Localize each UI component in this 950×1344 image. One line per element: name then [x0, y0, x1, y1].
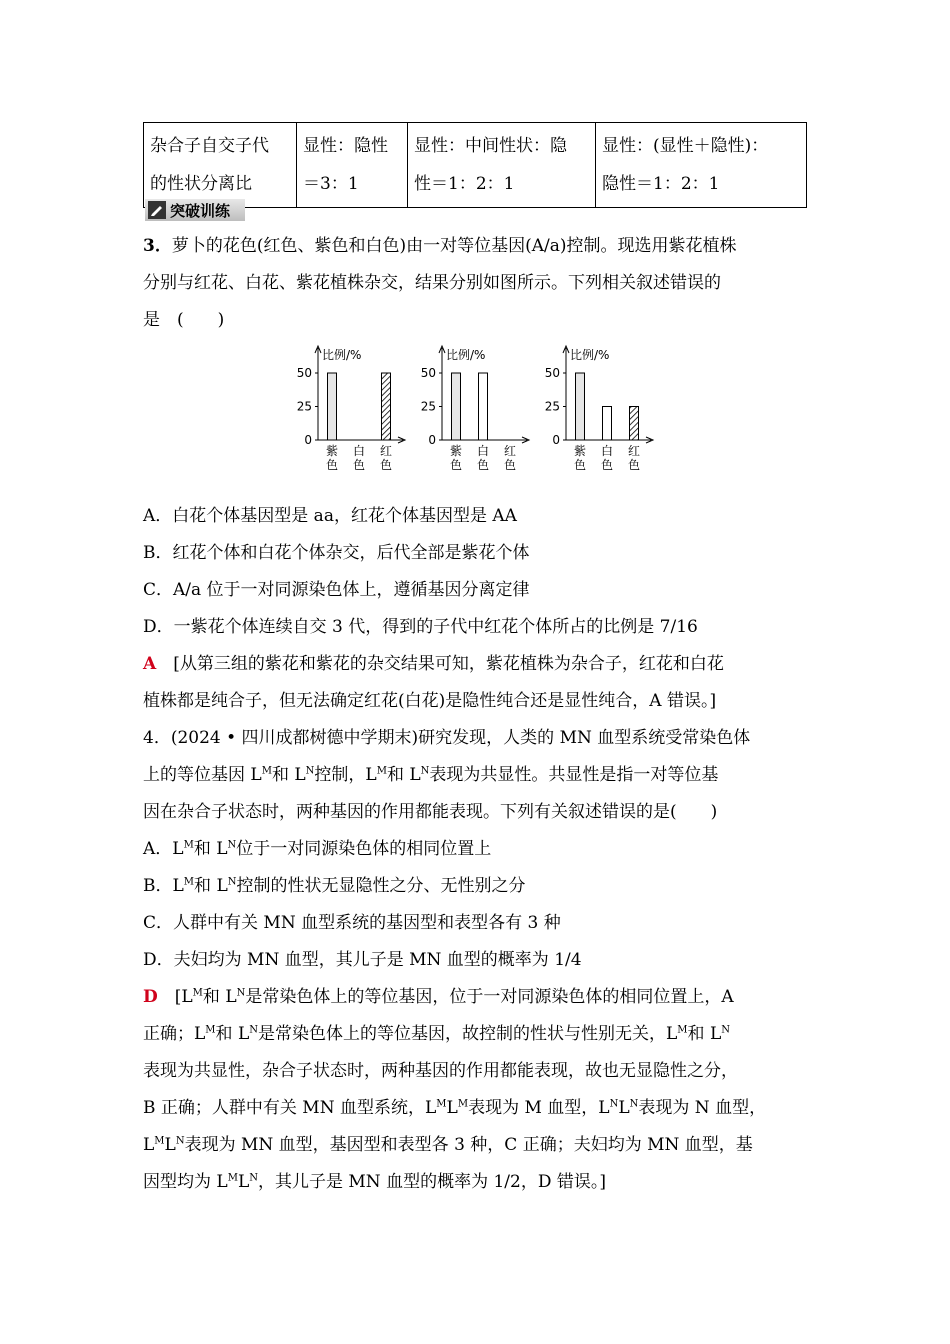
- q4-option-d: D．夫妇均为 MN 血型，其儿子是 MN 血型的概率为 1/4: [143, 950, 582, 970]
- bar-紫色: [576, 373, 585, 440]
- bar-紫色: [328, 373, 337, 440]
- cell-text: 性＝1：2：1: [414, 174, 515, 194]
- cell-text: 显性：隐性: [303, 136, 388, 156]
- section-tag-label: 突破训练: [170, 201, 231, 220]
- x-tick-label: 紫: [449, 444, 463, 458]
- q3-option-d: D．一紫花个体连续自交 3 代，得到的子代中红花个体所占的比例是 7/16: [143, 617, 698, 637]
- x-tick-label: 红: [503, 444, 517, 458]
- q4-explanation-line1: D [$L^M$和 $L^N$是常染色体上的等位基因，位于一对同源染色体的相同位置上，A: [143, 987, 734, 1007]
- q3-line3: 是 ( ): [143, 310, 225, 330]
- table-label-line1: 杂合子自交子代: [150, 136, 269, 156]
- x-tick-label: 色: [379, 458, 393, 472]
- x-tick-label: 红: [379, 444, 393, 458]
- x-tick-label: 红: [627, 444, 641, 458]
- x-tick-label: 白: [600, 444, 614, 458]
- x-tick-label: 色: [325, 458, 339, 472]
- section-tag: [145, 199, 245, 221]
- q3-option-a: A．白花个体基因型是 aa，红花个体基因型是 AA: [143, 506, 517, 526]
- q4-explanation-line3: 表现为共显性，杂合子状态时，两种基因的作用都能表现，故也无显隐性之分，: [143, 1061, 738, 1081]
- q3-line1: [143, 233, 737, 259]
- cell-text: 显性：(显性＋隐性)：: [602, 136, 769, 156]
- q3-line2: 分别与红花、白花、紫花植株杂交，结果分别如图所示。下列相关叙述错误的: [143, 273, 721, 293]
- y-tick-label: 50: [296, 366, 312, 380]
- table-cell-incomplete-dominance: [408, 123, 596, 208]
- pencil-icon: [148, 201, 166, 219]
- cell-text: 隐性＝1：2：1: [602, 174, 720, 194]
- x-tick-label: 色: [352, 458, 366, 472]
- q3-explanation-line1: [143, 651, 724, 677]
- q3-option-c: C．A/a 位于一对同源染色体上，遵循基因分离定律: [143, 580, 530, 600]
- cell-text: 显性：中间性状：隐: [414, 136, 567, 156]
- q4-line2: 上的等位基因 $L^M$和 $L^N$控制，$L^M$和 $L^N$表现为共显性。共显性是指一对等位基: [143, 765, 719, 785]
- x-tick-label: 色: [627, 458, 641, 472]
- x-tick-label: 紫: [325, 444, 339, 458]
- table-cell-complete-dominance: [297, 123, 408, 208]
- q3-answer-key: A: [143, 654, 157, 674]
- y-tick-label: 25: [296, 399, 312, 414]
- x-tick-label: 色: [600, 458, 614, 472]
- q4-answer-key: D: [143, 987, 158, 1007]
- table-label-line2: 的性状分离比: [150, 174, 252, 194]
- table-cell-codominance: [596, 123, 807, 208]
- q4-explanation-line2: 正确；$L^M$和 $L^N$是常染色体上的等位基因，故控制的性状与性别无关，$L^M$和 $L^N$: [143, 1024, 730, 1044]
- y-axis-label: 比例/%: [570, 348, 610, 362]
- y-tick-label: 50: [420, 366, 436, 380]
- y-tick-label: 25: [544, 399, 560, 414]
- y-tick-label: 0: [428, 433, 436, 447]
- x-tick-label: 色: [573, 458, 587, 472]
- y-tick-label: 25: [420, 399, 436, 414]
- comparison-table: [143, 122, 807, 208]
- q4-option-c: C．人群中有关 MN 血型系统的基因型和表型各有 3 种: [143, 913, 561, 933]
- explanation-text: [从第三组的紫花和紫花的杂交结果可知，紫花植株为杂合子，红花和白花: [173, 654, 724, 674]
- cell-text: ＝3：1: [303, 174, 359, 194]
- bar-白色: [603, 407, 612, 441]
- q4-option-a: A．$L^M$和 $L^N$位于一对同源染色体的相同位置上: [143, 839, 492, 859]
- bar-红色: [630, 407, 639, 441]
- bar-红色: [382, 373, 391, 440]
- x-tick-label: 色: [449, 458, 463, 472]
- x-tick-label: 紫: [573, 444, 587, 458]
- q4-line1: 4．(2024 • 四川成都树德中学期末)研究发现，人类的 MN 血型系统受常染色体: [143, 728, 751, 748]
- q4-option-b: B．$L^M$和 $L^N$控制的性状无显隐性之分、无性别之分: [143, 876, 526, 896]
- y-tick-label: 0: [552, 433, 560, 447]
- bar-白色: [479, 373, 488, 440]
- x-tick-label: 色: [503, 458, 517, 472]
- q4-explanation-line5: $L^ML^N$表现为 MN 血型，基因型和表型各 3 种，C 正确；夫妇均为 MN 血型，基: [143, 1135, 753, 1155]
- x-tick-label: 白: [476, 444, 490, 458]
- y-tick-label: 0: [304, 433, 312, 447]
- q3-number: 3．: [143, 236, 172, 256]
- bar-紫色: [452, 373, 461, 440]
- bar-charts: [290, 340, 670, 480]
- table-label-cell: [144, 123, 297, 208]
- q3-option-b: B．红花个体和白花个体杂交，后代全部是紫花个体: [143, 543, 530, 563]
- q4-explanation-line4: B 正确；人群中有关 MN 血型系统，$L^ML^M$表现为 M 血型，$L^NL^N$表现为 N 血型，: [143, 1098, 767, 1118]
- y-axis-label: 比例/%: [446, 348, 486, 362]
- x-tick-label: 色: [476, 458, 490, 472]
- q3-text: 萝卜的花色(红色、紫色和白色)由一对等位基因(A/a)控制。现选用紫花植株: [171, 236, 737, 256]
- x-tick-label: 白: [352, 444, 366, 458]
- q3-explanation-line2: 植株都是纯合子，但无法确定红花(白花)是隐性纯合还是显性纯合，A 错误。]: [143, 691, 717, 711]
- q4-line3: 因在杂合子状态时，两种基因的作用都能表现。下列有关叙述错误的是( ): [143, 802, 718, 822]
- y-tick-label: 50: [544, 366, 560, 380]
- q4-explanation-line6: 因型均为 $L^ML^N$，其儿子是 MN 血型的概率为 1/2，D 错误。]: [143, 1172, 607, 1192]
- y-axis-label: 比例/%: [322, 348, 362, 362]
